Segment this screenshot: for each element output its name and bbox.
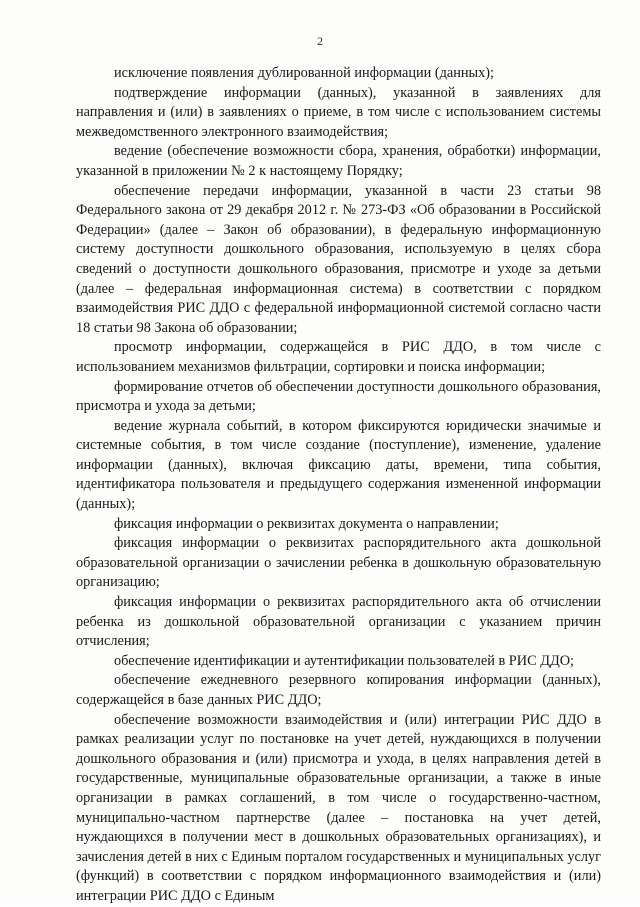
paragraph-1: исключение появления дублированной информации (данных); [114, 65, 495, 81]
paragraph-7: ведение журнала событий, в котором фиксируются юридически значимые и системные события, в том числе создание (поступление), изменение, удаление информации (данных), включая фиксацию даты, времени, типа события, идентификатора пользователя и предыдущего содержания измененной информации (данных); [76, 417, 601, 513]
page-number: 2 [317, 34, 323, 48]
paragraph-12: обеспечение ежедневного резервного копирования информации (данных), содержащейся в базе данных РИС ДДО; [76, 672, 601, 708]
paragraph-3: ведение (обеспечение возможности сбора, хранения, обработки) информации, указанной в приложении № 2 к настоящему Порядку; [76, 143, 601, 179]
paragraph-8: фиксация информации о реквизитах документа о направлении; [114, 515, 499, 532]
paragraph-11: обеспечение идентификации и аутентификации пользователей в РИС ДДО; [114, 652, 574, 669]
document-body [76, 64, 601, 907]
paragraph-6: формирование отчетов об обеспечении доступности дошкольного образования, присмотра и ухода за детьми; [76, 378, 601, 415]
paragraph-2: подтверждение информации (данных), указанной в заявлениях для направления и (или) в заявлениях о приеме, в том числе с использованием системы межведомственного электронного взаимодействия; [76, 84, 601, 140]
paragraph-13: обеспечение возможности взаимодействия и (или) интеграции РИС ДДО в рамках реализации услуг по постановке на учет детей, нуждающихся в получении дошкольного образования и (или) присмотра и ухода, в целях направления детей в государственные, муниципальные образовательные организации, а также в иные организации в рамках соглашений, в том числе о государственно-частном, муниципально-частном партнерстве (далее – постановка на учет детей, нуждающихся в получении мест в дошкольных образовательных организациях), и зачисления детей в них с Единым порталом государственных и муниципальных услуг (функций) в соответствии с порядком информационного взаимодействия и (или) интеграции РИС ДДО с Единым [76, 711, 601, 904]
paragraph-5: просмотр информации, содержащейся в РИС ДДО, в том числе с использованием механизмов фильтрации, сортировки и поиска информации; [76, 339, 601, 375]
paragraph-9: фиксация информации о реквизитах распорядительного акта дошкольной образовательной организации о зачислении ребенка в дошкольную образовательную организацию; [76, 535, 601, 591]
paragraph-4: обеспечение передачи информации, указанной в части 23 статьи 98 Федерального закона от 29 декабря 2012 г. № 273-ФЗ «Об образовании в Российской Федерации» (далее – Закон об образовании), в федеральную информационную систему доступности дошкольного образования, используемую в целях сбора сведений о доступности дошкольного образования, присмотре и уходе за детьми (далее – федеральная информационная система) в соответствии с порядком взаимодействия РИС ДДО с федеральной информационной системой согласно части 18 статьи 98 Закона об образовании; [76, 182, 601, 336]
paragraph-10: фиксация информации о реквизитах распорядительного акта об отчислении ребенка из дошкольной образовательной организации с указанием причин отчисления; [76, 594, 601, 650]
